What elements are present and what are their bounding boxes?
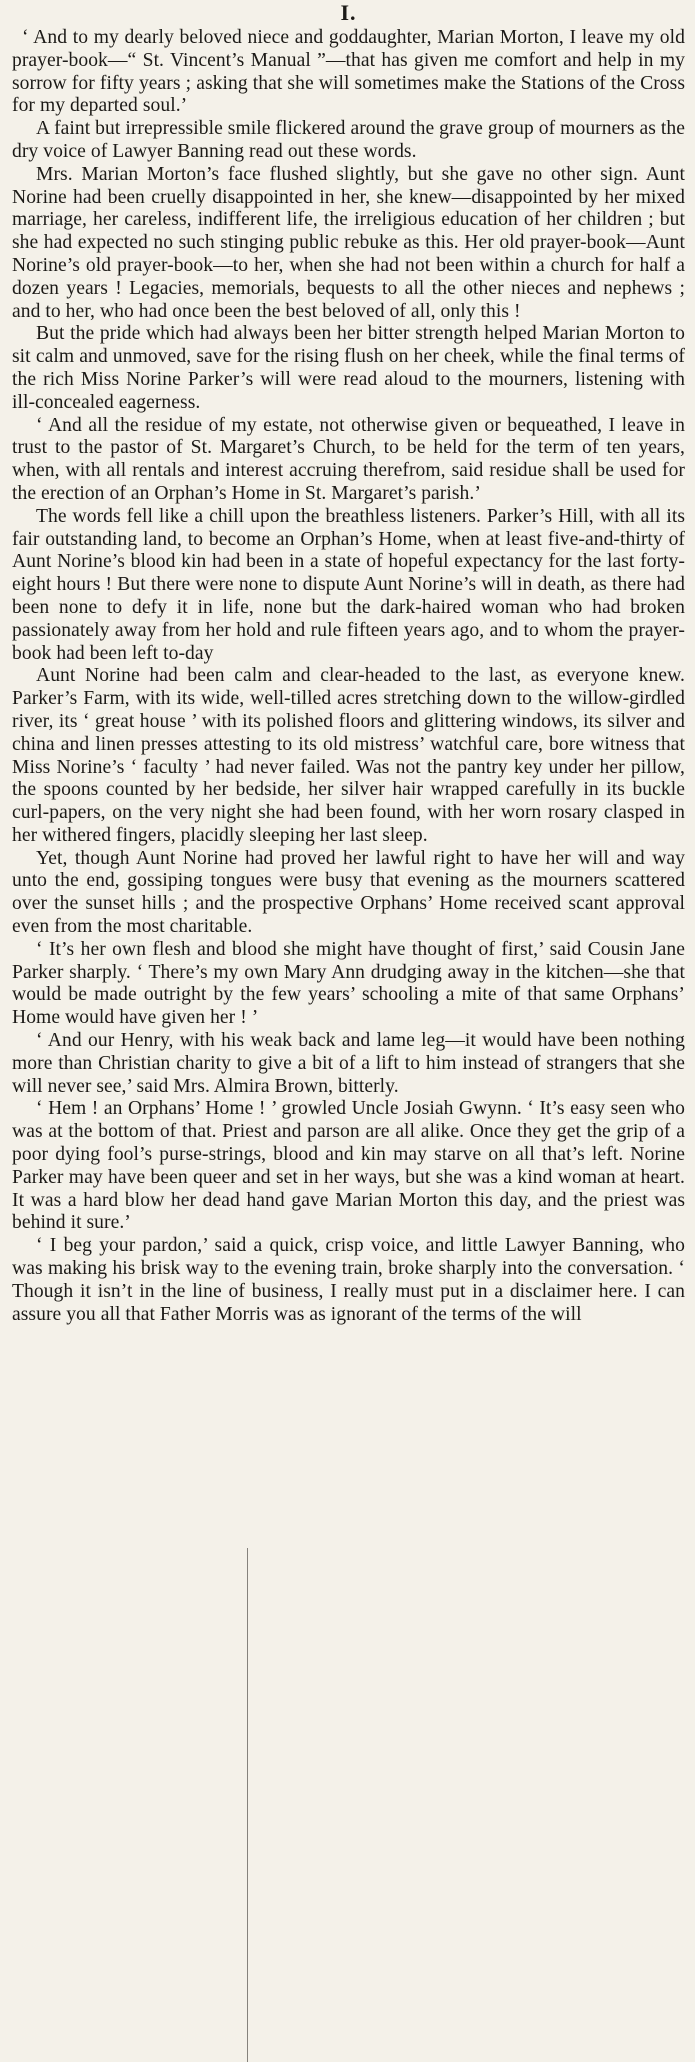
paragraph-our-henry: ‘ And our Henry, with his weak back and lame leg—it would have been nothing more than Christian charity to give a bit of a lift to him instead of strangers that she will never see,’ said Mrs. Almira Brown, bitterly. <box>12 1030 685 1097</box>
paragraph-lawyer-banning: ‘ I beg your pardon,’ said a quick, crisp voice, and little Lawyer Banning, who was making his brisk way to the evening train, broke sharply into the conversation. ‘ Though it isn’t in the line of business, I really must put in a disclaimer here. I can assure you all that Father Morris was as ignorant of the terms of the will <box>12 1235 685 1325</box>
paragraph-pride: But the pride which had always been her bitter strength helped Marian Morton to sit calm and unmoved, save for the rising flush on her cheek, while the final terms of the rich Miss Norine Parker’s will were read aloud to the mourners, listening with ill-concealed eagerness. <box>12 323 685 413</box>
story-body <box>12 27 685 1326</box>
paragraph-marian-flushed: Mrs. Marian Morton’s face flushed slightly, but she gave no other sign. Aunt Norine had been cruelly disappointed in her, she knew—disappointed by her mixed marriage, her careless, indifferent life, the irreligious education of her children ; but she had expected no such stinging public rebuke as this. Her old prayer-book—Aunt Norine’s old prayer-book—to her, when she had not been within a church for half a dozen years ! Legacies, memorials, bequests to all the other nieces and nephews ; and to her, who had once been the best beloved of all, only this ! <box>12 163 685 322</box>
paragraph-gossiping-tongues: Yet, though Aunt Norine had proved her lawful right to have her will and way unto the end, gossiping tongues were busy that evening as the mourners scattered over the sunset hills ; and the prospective Orphans’ Home received scant approval even from the most charitable. <box>12 847 685 938</box>
paragraph-cousin-jane: ‘ It’s her own flesh and blood she might have thought of first,’ said Cousin Jane Parker sharply. ‘ There’s my own Mary Ann drudging away in the kitchen—she that would be made outright by the few years’ schooling a mite of that same Orphans’ Home would have given her ! ’ <box>12 938 685 1029</box>
paragraph-uncle-josiah: ‘ Hem ! an Orphans’ Home ! ’ growled Uncle Josiah Gwynn. ‘ It’s easy seen who was at the bottom of that. Priest and parson are all alike. Once they get the grip of a poor dying fool’s purse-strings, blood and kin may starve on all that’s left. Norine Parker may have been queer and set in her ways, but she was a kind woman at heart. It was a hard blow her dead hand gave Marian Morton this day, and the priest was behind it sure.’ <box>12 1098 685 1234</box>
chapter-heading: I. <box>340 0 357 25</box>
paragraph-will-prayer-book: ‘ And to my dearly beloved niece and goddaughter, Marian Morton, I leave my old prayer-book—“ St. Vincent’s Manual ”—that has given me comfort and help in my sorrow for fifty years ; asking that she will sometimes make the Stations of the Cross for my departed soul.’ <box>12 27 685 117</box>
paragraph-residue-of-estate: ‘ And all the residue of my estate, not otherwise given or bequeathed, I leave in trust to the pastor of St. Margaret’s Church, to be held for the term of ten years, when, with all rentals and interest accruing therefrom, said residue shall be used for the erection of an Orphan’s Home in St. Margaret’s parish.’ <box>12 414 685 504</box>
column-divider-rule <box>247 1548 248 2062</box>
paragraph-calm-clear-headed: Aunt Norine had been calm and clear-headed to the last, as everyone knew. Parker’s Farm, with its wide, well-tilled acres stretching down to the willow-girdled river, its ‘ great house ’ with its polished floors and glittering windows, its silver and china and linen presses attesting to its old mistress’ watchful care, bore witness that Miss Norine’s ‘ faculty ’ had never failed. Was not the pantry key under her pillow, the spoons counted by her bedside, her silver hair wrapped carefully in its buckle curl-papers, on the very night she had been found, with her worn rosary clasped in her withered fingers, placidly sleeping her last sleep. <box>12 665 685 846</box>
paragraph-faint-smile: A faint but irrepressible smile flickered around the grave group of mourners as the dry voice of Lawyer Banning read out these words. <box>12 118 685 162</box>
paragraph-words-fell: The words fell like a chill upon the breathless listeners. Parker’s Hill, with all its fair outstanding land, to become an Orphan’s Home, when at least five-and-thirty of Aunt Norine’s blood kin had been in a state of hopeful expectancy for the last forty-eight hours ! But there were none to dispute Aunt Norine’s will in death, as there had been none to defy it in life, none but the dark-haired woman who had broken passionately away from her hold and rule fifteen years ago, and to whom the prayer-book had been left to-day <box>12 505 685 664</box>
